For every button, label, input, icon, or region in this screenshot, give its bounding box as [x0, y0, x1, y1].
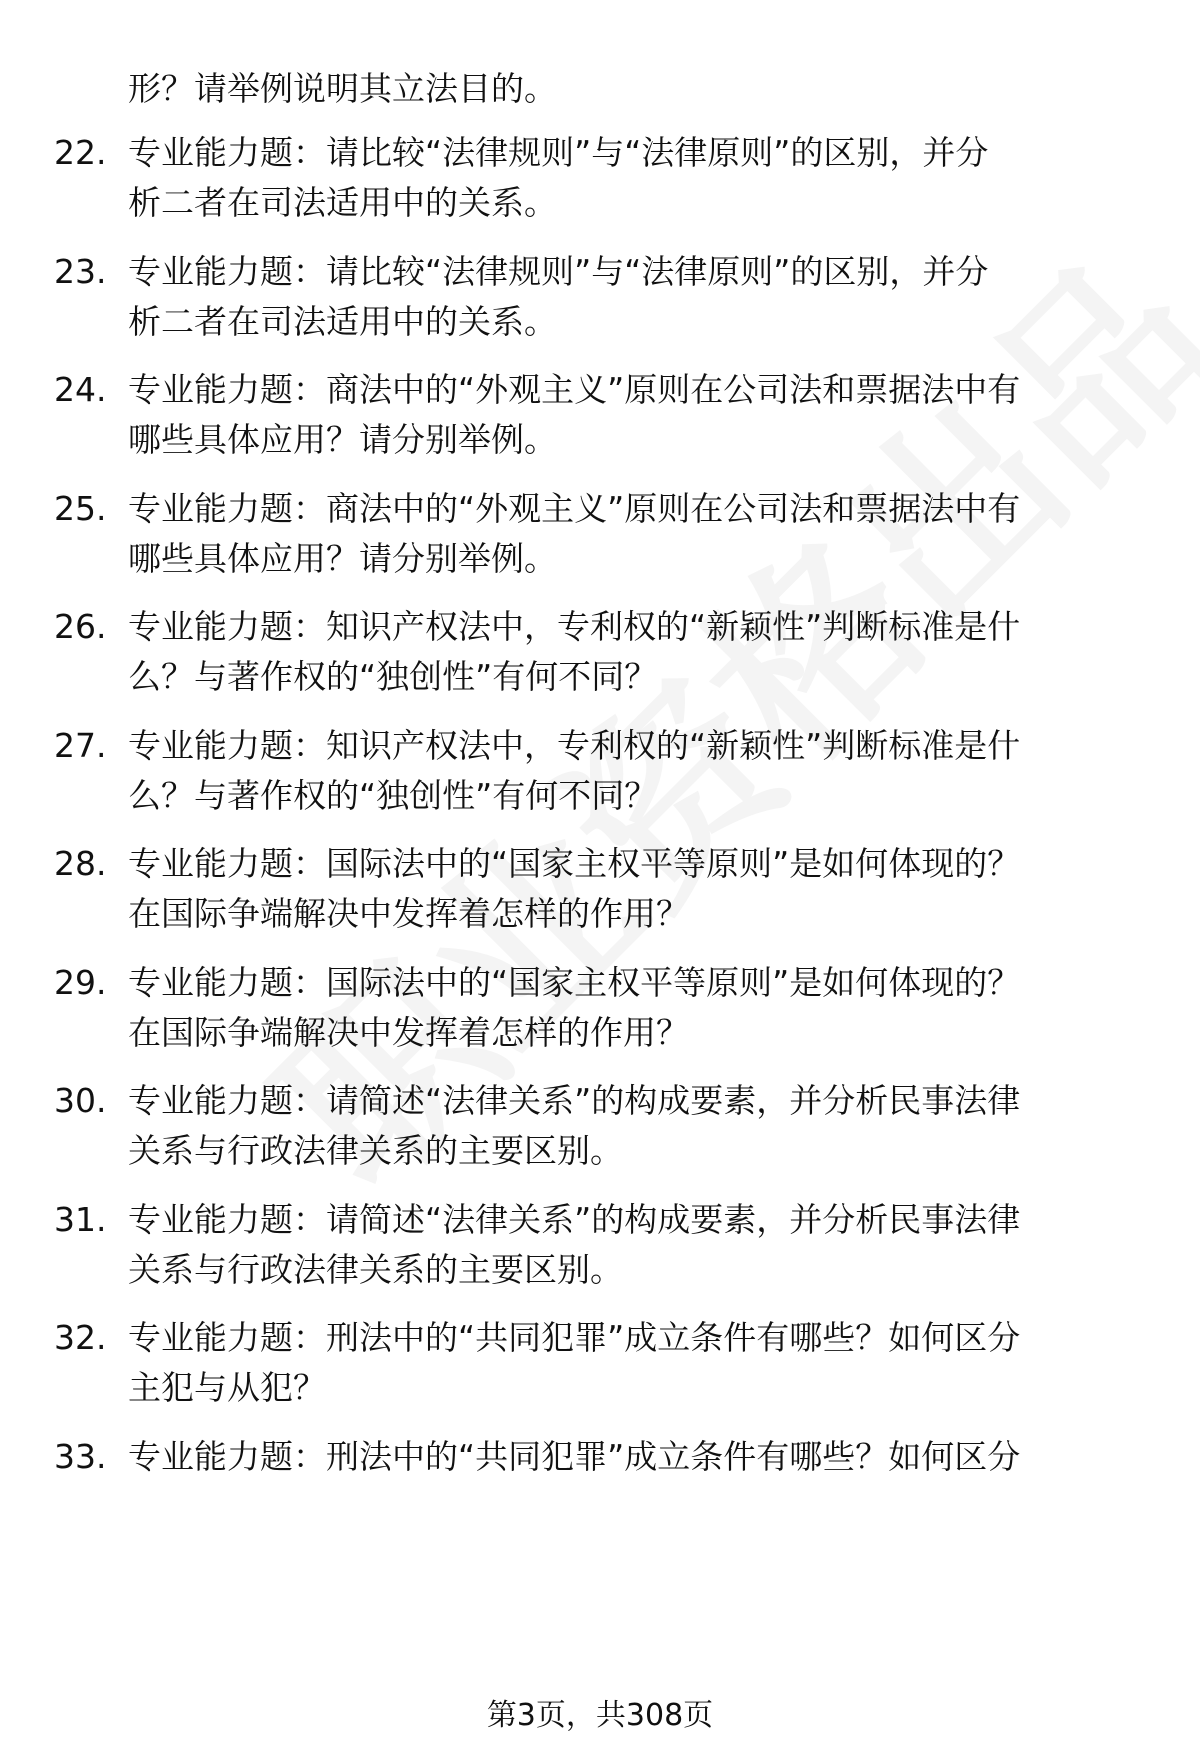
question-number: 31. [54, 1200, 107, 1239]
question-text-line: 析二者在司法适用中的关系。 [128, 183, 557, 222]
question-text-line: 专业能力题：知识产权法中，专利权的“新颖性”判断标准是什 [128, 607, 1021, 646]
question-number: 24. [54, 370, 107, 409]
question-text-line: 专业能力题：国际法中的“国家主权平等原则”是如何体现的？ [128, 844, 1021, 883]
question-text-line: 哪些具体应用？请分别举例。 [128, 420, 557, 459]
page-footer: 第3页，共308页 [486, 1698, 714, 1733]
question-text-line: 专业能力题：请比较“法律规则”与“法律原则”的区别，并分 [128, 252, 989, 291]
question-text-line: 专业能力题：知识产权法中，专利权的“新颖性”判断标准是什 [128, 726, 1021, 765]
question-text-line: 在国际争端解决中发挥着怎样的作用？ [128, 894, 689, 933]
question-number: 33. [54, 1437, 107, 1476]
question-text-line: 专业能力题：请比较“法律规则”与“法律原则”的区别，并分 [128, 133, 989, 172]
question-text-line: 关系与行政法律关系的主要区别。 [128, 1250, 623, 1289]
question-text-line: 哪些具体应用？请分别举例。 [128, 539, 557, 578]
question-text-line: 专业能力题：商法中的“外观主义”原则在公司法和票据法中有 [128, 370, 1021, 409]
question-number: 28. [54, 844, 107, 883]
question-text-line: 主犯与从犯？ [128, 1368, 326, 1407]
question-text-line: 关系与行政法律关系的主要区别。 [128, 1131, 623, 1170]
question-number: 25. [54, 489, 107, 528]
question-number: 23. [54, 252, 107, 291]
continuation-text: 形？请举例说明其立法目的。 [128, 69, 557, 108]
question-text-line: 专业能力题：刑法中的“共同犯罪”成立条件有哪些？如何区分 [128, 1318, 1021, 1357]
question-text-line: 专业能力题：请简述“法律关系”的构成要素，并分析民事法律 [128, 1200, 1021, 1239]
question-number: 22. [54, 133, 107, 172]
question-text-line: 专业能力题：刑法中的“共同犯罪”成立条件有哪些？如何区分 [128, 1437, 1021, 1476]
question-text-line: 析二者在司法适用中的关系。 [128, 302, 557, 341]
question-text-line: 么？与著作权的“独创性”有何不同？ [128, 776, 658, 815]
question-number: 29. [54, 963, 107, 1002]
question-number: 30. [54, 1081, 107, 1120]
question-number: 32. [54, 1318, 107, 1357]
question-number: 27. [54, 726, 107, 765]
question-text-line: 专业能力题：请简述“法律关系”的构成要素，并分析民事法律 [128, 1081, 1021, 1120]
question-text-line: 专业能力题：国际法中的“国家主权平等原则”是如何体现的？ [128, 963, 1021, 1002]
question-text-line: 么？与著作权的“独创性”有何不同？ [128, 657, 658, 696]
question-text-line: 在国际争端解决中发挥着怎样的作用？ [128, 1013, 689, 1052]
question-text-line: 专业能力题：商法中的“外观主义”原则在公司法和票据法中有 [128, 489, 1021, 528]
question-number: 26. [54, 607, 107, 646]
